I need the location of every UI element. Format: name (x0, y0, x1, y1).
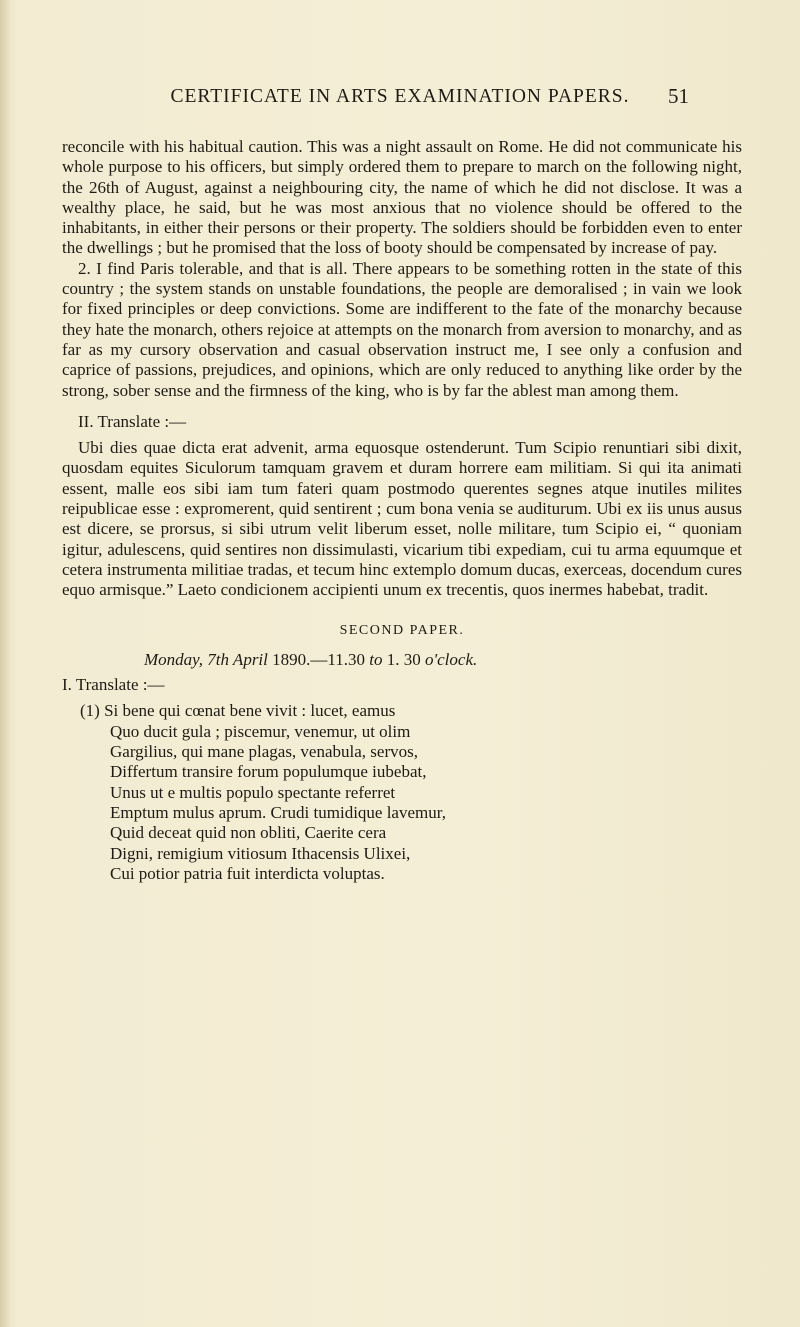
poem-line: (1) Si bene qui cœnat bene vivit : lucet, eamus (80, 701, 396, 721)
poem-line: Quo ducit gula ; piscemur, venemur, ut olim (110, 721, 411, 741)
page-spine-shadow (0, 0, 10, 1327)
date-year-time: 1890.—11.30 (267, 649, 370, 669)
poem-line: Differtum transire forum populumque iubebat, (110, 762, 427, 782)
poem-line: Quid deceat quid non obliti, Caerite cera (110, 823, 387, 843)
latin-passage: Ubi dies quae dicta erat advenit, arma equosque ostenderunt. Tum Scipio renuntiari sibi dixit, quosdam equites Siculorum tamquam gravem et duram horrere eam militiam. Si qui ita animati essent, malle eos sibi iam tum fateri quam postmodo querentes segnes atque inutiles milites reipublicae esse : expromerent, quid sentirent ; cum bona venia se auditurum. Ubi ex iis unus ausus est dicere, se prorsus, si sibi utrum velit liberum esset, nolle militare, tum Scipio ei, “ quoniam igitur, adulescens, quid sentires non dissimulasti, vicarium tibi expediam, cui tu arma equumque et cetera instrumenta militiae tradas, et tecum hinc extemplo domum ducas, exerceas, docendum cures equo armisque.” Laeto condicionem accipienti unum ex trecentis, quos inermes habebat, tradit. (62, 438, 742, 600)
date-to: to (369, 649, 383, 669)
page-body (62, 137, 742, 884)
date-time-end: 1. 30 (382, 649, 425, 669)
date-oclock: o'clock. (425, 649, 478, 669)
second-paper-title: SECOND PAPER. (339, 622, 465, 638)
latin-poem (62, 701, 742, 884)
poem-line: Digni, remigium vitiosum Ithacensis Ulixei, (110, 843, 411, 863)
translate-heading: I. Translate :— (62, 675, 165, 695)
poem-line: Gargilius, qui mane plagas, venabula, servos, (110, 742, 418, 762)
exam-date-line (62, 650, 742, 670)
running-title: CERTIFICATE IN ARTS EXAMINATION PAPERS. (170, 86, 630, 107)
passage-paragraph-2: 2. I find Paris tolerable, and that is all. There appears to be something rotten in the state of this country ; the system stands on unstable foundations, the people are demoralised ; in vain we look for fixed principles or deep convictions. Some are indifferent to the fate of the monarchy because they hate the monarch, others rejoice at attempts on the monarch from aversion to monarchy, and as far as my cursory observation and casual observation instruct me, I see only a confusion and caprice of passions, prejudices, and opinions, which are only reduced to anything like order by the strong, sober sense and the firmness of the king, who is by far the ablest man among them. (62, 258, 742, 400)
page-number: 51 (668, 84, 689, 108)
passage-paragraph-1: reconcile with his habitual caution. This was a night assault on Rome. He did not communicate his whole purpose to his officers, but simply ordered them to prepare to march on the following night, the 26th of August, against a neighbouring city, the name of which he did not disclose. It was a wealthy place, he said, but he was most anxious that no violence should be offered to the inhabitants, in either their persons or their property. The soldiers should be forbidden even to enter the dwellings ; but he promised that the loss of booty should be compensated by increase of pay. (62, 137, 742, 258)
poem-line: Unus ut e multis populo spectante referret (110, 782, 396, 802)
section-ii-heading: II. Translate :— (78, 411, 187, 431)
poem-line: Emptum mulus aprum. Crudi tumidique lavemur, (110, 802, 446, 822)
poem-line: Cui potior patria fuit interdicta voluptas. (110, 863, 385, 883)
date-weekday: Monday, 7th April (144, 649, 268, 669)
